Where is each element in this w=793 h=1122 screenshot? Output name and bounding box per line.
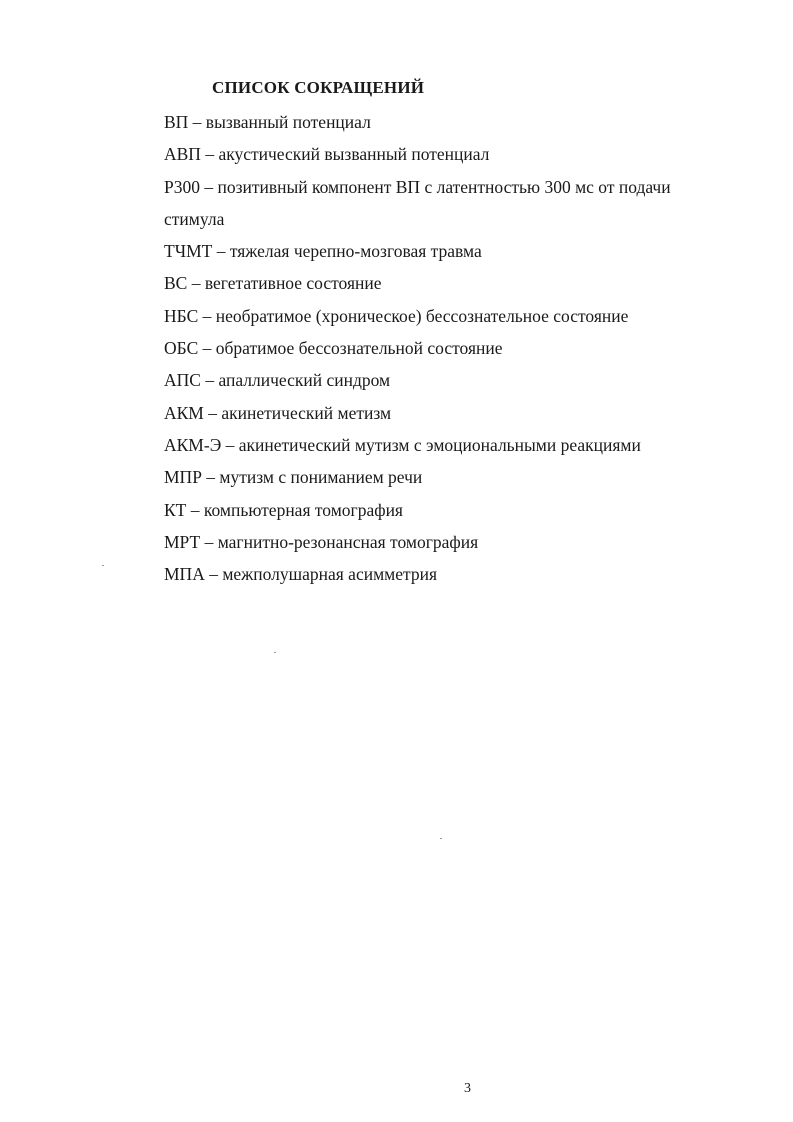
abbreviation-entry: ОБС – обратимое бессознательной состояние xyxy=(164,338,503,359)
abbreviation-entry: ВП – вызванный потенциал xyxy=(164,112,371,132)
abbreviation-entry: АКМ – акинетический метизм xyxy=(164,402,392,423)
page-number: 3 xyxy=(464,1081,471,1096)
abbreviation-entry: НБС – необратимое (хроническое) бессознательное состояние xyxy=(164,305,629,326)
scan-speck xyxy=(102,565,104,566)
abbreviation-entry: МПР – мутизм с пониманием речи xyxy=(164,467,423,488)
abbreviation-entry: МПА – межполушарная асимметрия xyxy=(164,564,438,585)
page-title: СПИСОК СОКРАЩЕНИЙ xyxy=(212,78,425,97)
scan-speck xyxy=(440,838,442,839)
abbreviation-entry: АВП – акустический вызванный потенциал xyxy=(164,144,490,165)
abbreviation-entry: Р300 – позитивный компонент ВП с латентностью 300 мс от подачи стимула xyxy=(164,176,671,229)
abbreviation-entry: КТ – компьютерная томография xyxy=(164,499,403,520)
abbreviation-entry: АКМ-Э – акинетический мутизм с эмоциональными реакциями xyxy=(164,434,641,455)
abbreviation-entry: АПС – апаллический синдром xyxy=(164,370,391,391)
abbreviation-list xyxy=(164,106,734,590)
scan-speck xyxy=(274,652,276,653)
abbreviation-entry: ВС – вегетативное состояние xyxy=(164,273,382,294)
abbreviation-entry: ТЧМТ – тяжелая черепно-мозговая травма xyxy=(164,241,482,262)
abbreviation-entry: МРТ – магнитно-резонансная томография xyxy=(164,531,479,552)
